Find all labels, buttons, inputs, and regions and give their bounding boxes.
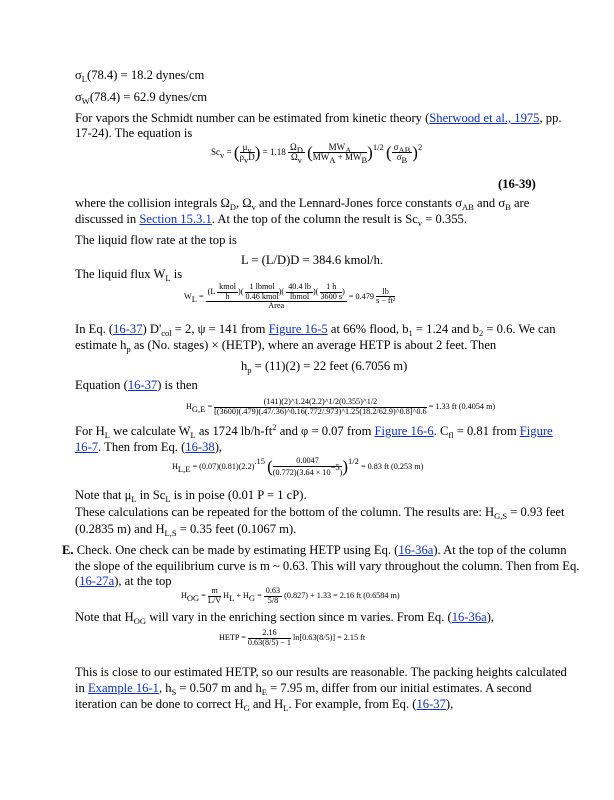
hl-line-2: 16-7. Then from Eq. (16-38), — [75, 440, 223, 454]
sherwood-link[interactable]: Sherwood et al., 1975 — [429, 111, 540, 125]
section-link[interactable]: Section 15.3.1 — [139, 212, 212, 226]
schmidt-intro: For vapors the Schmidt number can be estimated from kinetic theory (Sherwood et al., 1975, pp. — [75, 111, 562, 125]
hp-equation: $h_p = (11)(2) = 22$ feet (6.7056 m) — [241, 359, 408, 375]
eq-16-37-link-2[interactable]: 16-37 — [127, 378, 158, 392]
figure-16-7-link-a[interactable]: Figure — [519, 424, 553, 438]
close-line-1: This is close to our estimated HETP, so our results are reasonable. The packing heights calculated — [75, 665, 567, 679]
check-line-1: E. Check. One check can be made by estimating HETP using Eq. (16-36a). At the top of the column — [62, 543, 567, 557]
eq-16-39-number: (16-39) — [498, 177, 536, 191]
figure-16-6-link[interactable]: Figure 16-6 — [374, 424, 434, 438]
hg-equation: $H_{G,E}$ = (141)(2)^1.24(2.2)^1/2(0.355)^1/2 [(3600)(.479)(.47/.36)^0.16(.772/.973)^1.25(18.2/62.9)^0.8]^0.6 = 1.33 ft (0.4054 m) — [186, 397, 496, 416]
hl-equation: $H_{L,E} = (0.07)(0.81)(2.2)^{.15}$ ( $\frac{0.0047}{(0.772)(3.64 \times 10^{-5})}$ )$^{1/2}$ = 0.83 ft (0.253 m) — [172, 455, 424, 477]
close-line-2: in Example 16-1, $h_S = 0.507$ m and $h_E = 7.95$ m, differ from our initial estimates. A second — [75, 681, 532, 697]
sigma-w-line: $\sigma_W(78.4) = 62.9$ dynes/cm — [75, 90, 208, 106]
hetp-equation: HETP = $\frac{2.16}{0.63(8/5) - 1}$ ln[0.63(8/5)] = 2.15 ft — [219, 628, 366, 647]
liquid-flow-equation: L = (L/D)D = 384.6 kmol/h. — [241, 253, 384, 267]
check-line-2: the slope of the equilibrium curve is m ~ 0.63. This will vary throughout the column. Then from Eq. — [75, 559, 580, 573]
hog-equation: $H_{OG}$ = $\frac{m}{L/V}$ $H_L + H_G$ = $\frac{0.63}{5/8}$ (0.827) + 1.33 = 2.16 ft (0.6584 m) — [181, 586, 400, 605]
equation-then-line: Equation (16-37) is then — [75, 378, 198, 392]
hl-line-1: For $H_L$ we calculate $W_L$ as 1724 $lb/h-ft^2$ and φ = 0.07 from Figure 16-6. $C_{fl} = 0.81$ from Figure — [75, 422, 553, 440]
figure-16-5-link[interactable]: Figure 16-5 — [268, 322, 328, 336]
note-hog-line: Note that $H_{OG}$ will vary in the enriching section since m varies. From Eq. (16-36a), — [75, 610, 495, 626]
eq-16-36a-link-2[interactable]: 16-36a — [451, 610, 487, 624]
close-line-3: iteration can be done to correct $H_G$ and $H_L$. For example, from Eq. (16-37), — [75, 697, 454, 713]
sigma-l-line: $\sigma_L(78.4) = 18.2$ dynes/cm — [75, 68, 205, 84]
eq-16-37-line: In Eq. (16-37) $D'_{col} = 2$, ψ = 141 from Figure 16-5 at 66% flood, $b_1 = 1.24$ and $b_2 = 0.6$. We can — [75, 322, 556, 338]
eq-16-37-link-3[interactable]: 16-37 — [416, 697, 446, 711]
liquid-flux-text: The liquid flux $W_L$ is — [75, 267, 183, 283]
note-mu-line: Note that $\mu_L$ in $Sc_L$ is in poise (0.01 P = 1 cP). — [75, 488, 307, 504]
bottom-line-2: (0.2835 m) and $H_{L,S} = 0.35$ feet (0.1067 m). — [75, 522, 297, 538]
eq-16-27a-link[interactable]: 16-27a — [79, 574, 115, 588]
collision-line-1: where the collision integrals $\Omega_D$, $\Omega_v$ and the Lennard-Jones force constants $\sigma_{AB}$ and $\sigma_B$ are — [75, 196, 530, 212]
estimate-line: estimate $h_p$ as (No. stages) × (HETP), where an average HETP is about 2 feet. Then — [75, 338, 497, 354]
eq-16-36a-link[interactable]: 16-36a — [398, 543, 434, 557]
liquid-flux-equation: $W_L$ = (L $\frac{\text{kmol}}{h}$ )( $\frac{\text{1 lbmol}}{\text{0.46 kmol}}$ )( $\frac{40.4 lb}{\text{lbmol}}$ )( $\frac{1 h}{3600 s}$ ) Area = 0.479 $\frac{lb}{\text{s − ft²}}$ — [184, 282, 396, 311]
eq-16-37-link[interactable]: 16-37 — [113, 322, 143, 336]
collision-line-2: discussed in Section 15.3.1. At the top of the column the result is $Sc_v = 0.355$. — [75, 212, 467, 228]
figure-16-7-link-b[interactable]: 16-7 — [75, 440, 99, 454]
eq-16-38-link[interactable]: 16-38 — [185, 440, 215, 454]
example-16-1-link[interactable]: Example 16-1 — [87, 681, 159, 695]
schmidt-equation: $Sc_v$ = ( $\frac{\mu_v}{\rho_vD}$ ) = 1.18 $\frac{\Omega_D}{\Omega_v}$ ( $\frac{MW_A}{MW_A + MW_B}$ )$^{1/2}$ ( $\frac{\sigma_{AB}}{\sigma_B}$ )$^2$ — [211, 142, 423, 166]
liquid-flow-text: The liquid flow rate at the top is — [75, 233, 237, 247]
bottom-line-1: These calculations can be repeated for the bottom of the column. The results are: $H_{G,S} = 0.93$ feet — [75, 505, 565, 521]
schmidt-intro-2: 17-24). The equation is — [75, 126, 193, 140]
check-line-3: (16-27a), at the top — [75, 574, 172, 588]
